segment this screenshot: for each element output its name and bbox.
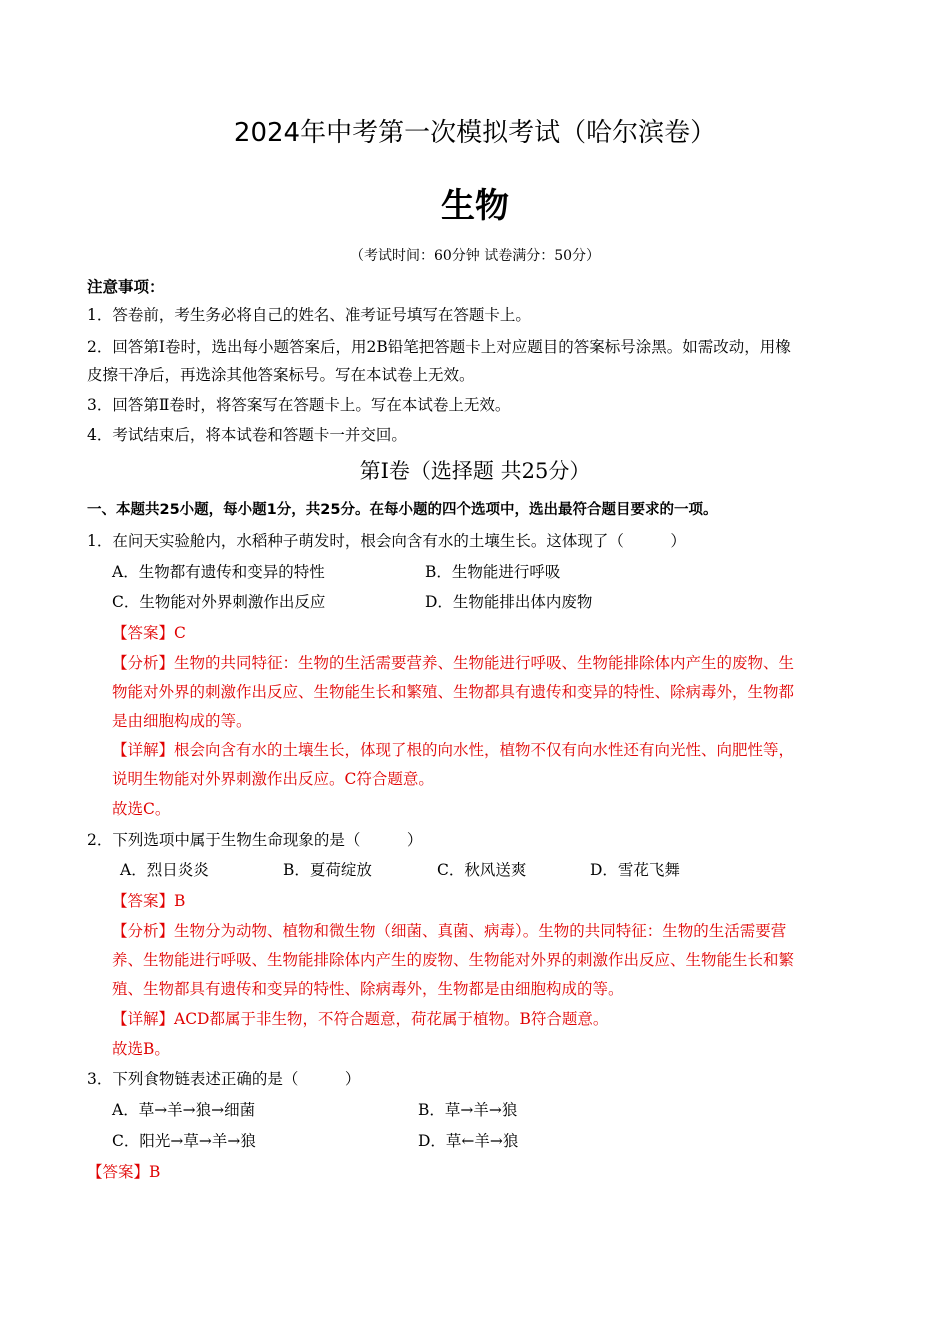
analysis-line: 【分析】生物分为动物、植物和微生物（细菌、真菌、病毒）。生物的共同特征：生物的生活需要营 [112,922,787,940]
question-stem: 1．在问天实验舱内，水稻种子萌发时，根会向含有水的土壤生长。这体现了（ ） [87,532,686,550]
section-instruction: 一、本题共25小题，每小题1分，共25分。在每小题的四个选项中，选出最符合题目要求的一项。 [87,502,718,518]
exam-meta: （考试时间：60分钟 试卷满分：50分） [349,248,601,264]
detail-line: 【详解】根会向含有水的土壤生长，体现了根的向水性，植物不仅有向水性还有向光性、向肥性等， [112,741,795,759]
question-option: C．阳光→草→羊→狼 [112,1132,256,1150]
question-option: A．草→羊→狼→细菌 [112,1101,256,1119]
question-option: B．夏荷绽放 [283,861,372,879]
question-option: A．烈日炎炎 [120,861,209,879]
question-option: D．生物能排出体内废物 [425,593,593,611]
notice-item: 1．答卷前，考生务必将自己的姓名、准考证号填写在答题卡上。 [87,306,531,324]
question-option: C．秋风送爽 [437,861,527,879]
answer-label: 【答案】B [112,892,186,910]
analysis-line: 养、生物能进行呼吸、生物能排除体内产生的废物、生物能对外界的刺激作出反应、生物能生长和繁 [112,951,795,969]
analysis-line: 物能对外界的刺激作出反应、生物能生长和繁殖、生物都具有遗传和变异的特性、除病毒外，生物都 [112,683,795,701]
answer-label: 【答案】C [112,624,186,642]
notice-heading: 注意事项： [87,278,165,296]
notice-item: 4．考试结束后，将本试卷和答题卡一并交回。 [87,426,407,444]
conclusion-line: 故选B。 [112,1040,170,1058]
question-option: C．生物能对外界刺激作出反应 [112,593,326,611]
section-title: 第Ⅰ卷（选择题 共25分） [359,459,591,483]
analysis-line: 【分析】生物的共同特征：生物的生活需要营养、生物能进行呼吸、生物能排除体内产生的废物、生 [112,654,795,672]
notice-item: 2．回答第Ⅰ卷时，选出每小题答案后，用2B铅笔把答题卡上对应题目的答案标号涂黑。如需改动，用橡 [87,338,791,356]
question-stem: 3．下列食物链表述正确的是（ ） [87,1070,361,1088]
answer-label: 【答案】B [87,1163,161,1181]
notice-item: 皮擦干净后，再选涂其他答案标号。写在本试卷上无效。 [87,366,475,384]
question-option: B．草→羊→狼 [418,1101,518,1119]
question-option: B．生物能进行呼吸 [425,563,561,581]
notice-item: 3．回答第Ⅱ卷时，将答案写在答题卡上。写在本试卷上无效。 [87,396,511,414]
question-stem: 2．下列选项中属于生物生命现象的是（ ） [87,831,423,849]
question-option: D．雪花飞舞 [590,861,680,879]
analysis-line: 殖、生物都具有遗传和变异的特性、除病毒外，生物都是由细胞构成的等。 [112,980,624,998]
exam-title: 2024年中考第一次模拟考试（哈尔滨卷） [233,118,717,148]
question-option: A．生物都有遗传和变异的特性 [112,563,325,581]
analysis-line: 是由细胞构成的等。 [112,712,252,730]
question-option: D．草←羊→狼 [418,1132,519,1150]
conclusion-line: 故选C。 [112,800,171,818]
detail-line: 说明生物能对外界刺激作出反应。C符合题意。 [112,770,434,788]
subject-title: 生物 [441,186,509,226]
detail-line: 【详解】ACD都属于非生物，不符合题意，荷花属于植物。B符合题意。 [112,1010,609,1028]
